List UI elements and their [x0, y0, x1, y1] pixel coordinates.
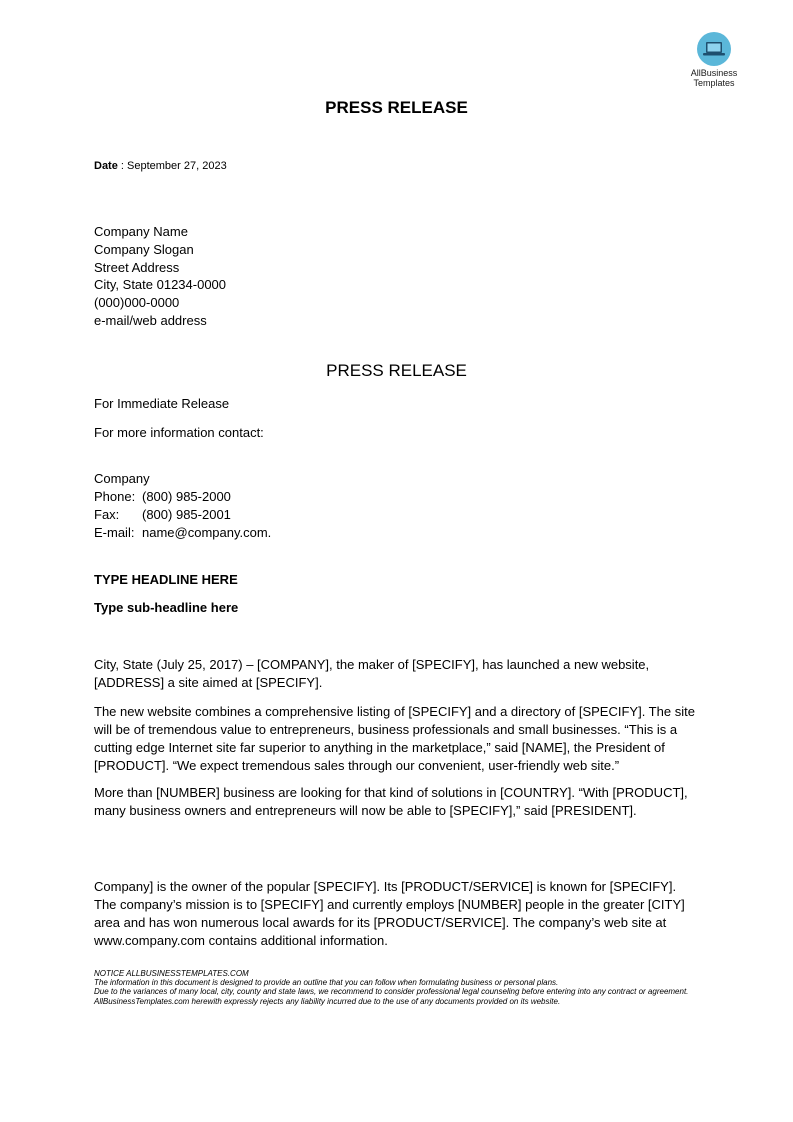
date-value: September 27, 2023	[127, 160, 227, 172]
page-title: PRESS RELEASE	[325, 98, 468, 117]
logo-text	[682, 68, 746, 88]
city-state: City, State 01234-0000	[94, 277, 227, 293]
contact-company: Company	[94, 471, 150, 486]
notice-line1: The information in this document is designed to provide an outline that you can follow when formulating business or personal plans.	[94, 978, 559, 988]
legal-notice	[94, 969, 704, 1006]
contact-phone-row	[94, 488, 271, 506]
company-slogan: Company Slogan	[94, 241, 194, 257]
date-line	[94, 160, 227, 172]
logo-line1: AllBusiness	[690, 68, 738, 78]
email-web: e-mail/web address	[94, 312, 207, 328]
more-info-label: For more information contact:	[94, 425, 264, 440]
body-paragraph: Company] is the owner of the popular [SPECIFY]. Its [PRODUCT/SERVICE] is known for [SPECIFY]. The company’s mission is to [SPECIFY] and currently employs [NUMBER] people in the greater [CITY] area and has won numerous local awards for its [PRODUCT/SERVICE]. The company’s web site at www.company.com contains additional information.	[94, 879, 685, 948]
fax-label: Fax:	[94, 507, 120, 522]
date-separator: :	[117, 160, 128, 172]
logo-line2: Templates	[693, 78, 735, 88]
headline: TYPE HEADLINE HERE	[94, 572, 238, 587]
immediate-release: For Immediate Release	[94, 396, 230, 411]
contact-email-row	[94, 524, 271, 542]
contact-block	[94, 470, 271, 542]
laptop-icon	[697, 32, 731, 66]
notice-line2: Due to the variances of many local, city, county and state laws, we recommend to consider professional legal counseling before entering into any contract or agreement. AllBusinessTemplates.com herewith expressly rejects any liability incurred due to the use of any documents provided on its website.	[94, 987, 689, 1006]
phone-number: (000)000-0000	[94, 295, 180, 311]
date-label: Date	[94, 160, 118, 172]
email-value: name@company.com.	[142, 525, 272, 540]
contact-fax-row	[94, 506, 271, 524]
body-paragraph: City, State (July 25, 2017) – [COMPANY], the maker of [SPECIFY], has launched a new website, [ADDRESS] a site aimed at [SPECIFY].	[94, 657, 650, 690]
phone-label: Phone:	[94, 489, 136, 504]
fax-value: (800) 985-2001	[142, 507, 231, 522]
company-logo	[682, 32, 746, 88]
body-paragraph: More than [NUMBER] business are looking for that kind of solutions in [COUNTRY]. “With [PRODUCT], many business owners and entrepreneurs will now be able to [SPECIFY],” said [PRESIDENT].	[94, 785, 688, 818]
company-address-block	[94, 223, 226, 330]
release-title: PRESS RELEASE	[326, 361, 467, 380]
phone-value: (800) 985-2000	[142, 489, 231, 504]
company-name: Company Name	[94, 224, 188, 239]
email-label: E-mail:	[94, 525, 135, 540]
notice-title: NOTICE ALLBUSINESSTEMPLATES.COM	[94, 969, 249, 978]
body-paragraph: The new website combines a comprehensive listing of [SPECIFY] and a directory of [SPECIFY]. The site will be of tremendous value to entrepreneurs, business professionals and small businesses. “This is a cutting edge Internet site far superior to anything in the marketplace,” said [NAME], the President of [PRODUCT]. “We expect tremendous sales through our convenient, user-friendly web site.”	[94, 704, 695, 773]
sub-headline: Type sub-headline here	[94, 600, 239, 615]
street-address: Street Address	[94, 259, 180, 275]
